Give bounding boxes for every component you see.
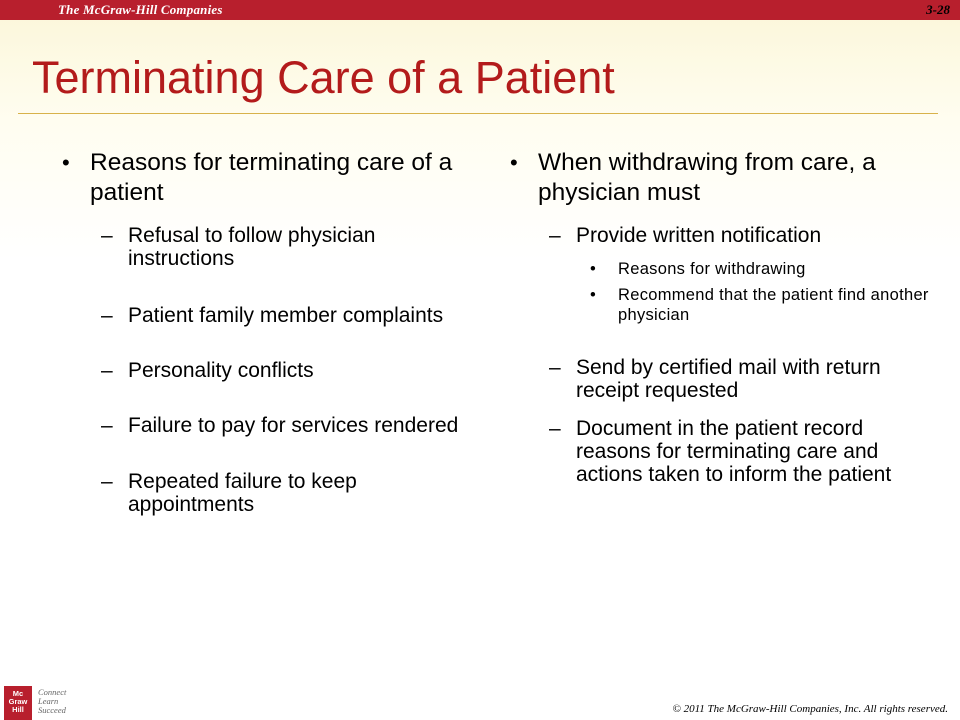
list-item (62, 414, 462, 437)
tagline-line: Connect (38, 687, 67, 697)
left-heading-text: Reasons for terminating care of a patient (90, 149, 453, 206)
list-item (62, 224, 462, 270)
sub-list-item-text: Reasons for withdrawing (618, 260, 806, 278)
list-item-text: Failure to pay for services rendered (128, 414, 459, 437)
right-heading (510, 148, 930, 208)
logo-line: Hill (12, 705, 24, 714)
bullet-icon: • (590, 260, 597, 278)
dash-icon: – (101, 414, 113, 437)
dash-icon: – (101, 224, 113, 247)
list-item-text: Provide written notification (576, 224, 822, 247)
tagline-line: Learn (38, 696, 59, 706)
list-item-text: Document in the patient record reasons for terminating care and actions taken to inform the patient (576, 417, 892, 486)
left-heading (62, 148, 462, 208)
mcgraw-hill-logo (4, 686, 32, 720)
bullet-icon: • (62, 150, 70, 175)
dash-icon: – (101, 359, 113, 382)
sub-list-item (510, 285, 930, 325)
logo-line: Graw (8, 697, 28, 706)
list-item (62, 359, 462, 382)
list-item (510, 224, 930, 247)
logo-line: Mc (12, 689, 24, 698)
dash-icon: – (101, 470, 113, 493)
title-divider (18, 113, 938, 114)
sub-list-item-text: Recommend that the patient find another physician (618, 286, 929, 324)
list-item-text: Send by certified mail with return receipt requested (576, 356, 881, 402)
list-item (510, 417, 930, 486)
dash-icon: – (549, 224, 561, 247)
list-item (62, 304, 462, 327)
copyright-notice: © 2011 The McGraw-Hill Companies, Inc. All rights reserved. (672, 703, 948, 715)
brand-name: The McGraw-Hill Companies (58, 2, 223, 17)
bullet-icon: • (510, 150, 518, 175)
slide-title: Terminating Care of a Patient (32, 52, 615, 103)
slide-number: 3-28 (926, 2, 950, 17)
bullet-icon: • (590, 286, 597, 304)
right-heading-text: When withdrawing from care, a physician must (538, 149, 876, 206)
sub-list-item (510, 259, 930, 279)
list-item-text: Patient family member complaints (128, 304, 444, 327)
right-column (510, 148, 930, 486)
list-item (510, 356, 930, 402)
tagline (38, 688, 78, 715)
list-item-text: Repeated failure to keep appointments (128, 470, 357, 516)
list-item-text: Personality conflicts (128, 359, 314, 382)
list-item (62, 470, 462, 516)
dash-icon: – (101, 304, 113, 327)
list-item-text: Refusal to follow physician instructions (128, 224, 376, 270)
dash-icon: – (549, 356, 561, 379)
header-bar (0, 0, 960, 20)
left-column (62, 148, 462, 516)
tagline-line: Succeed (38, 705, 66, 715)
dash-icon: – (549, 417, 561, 440)
